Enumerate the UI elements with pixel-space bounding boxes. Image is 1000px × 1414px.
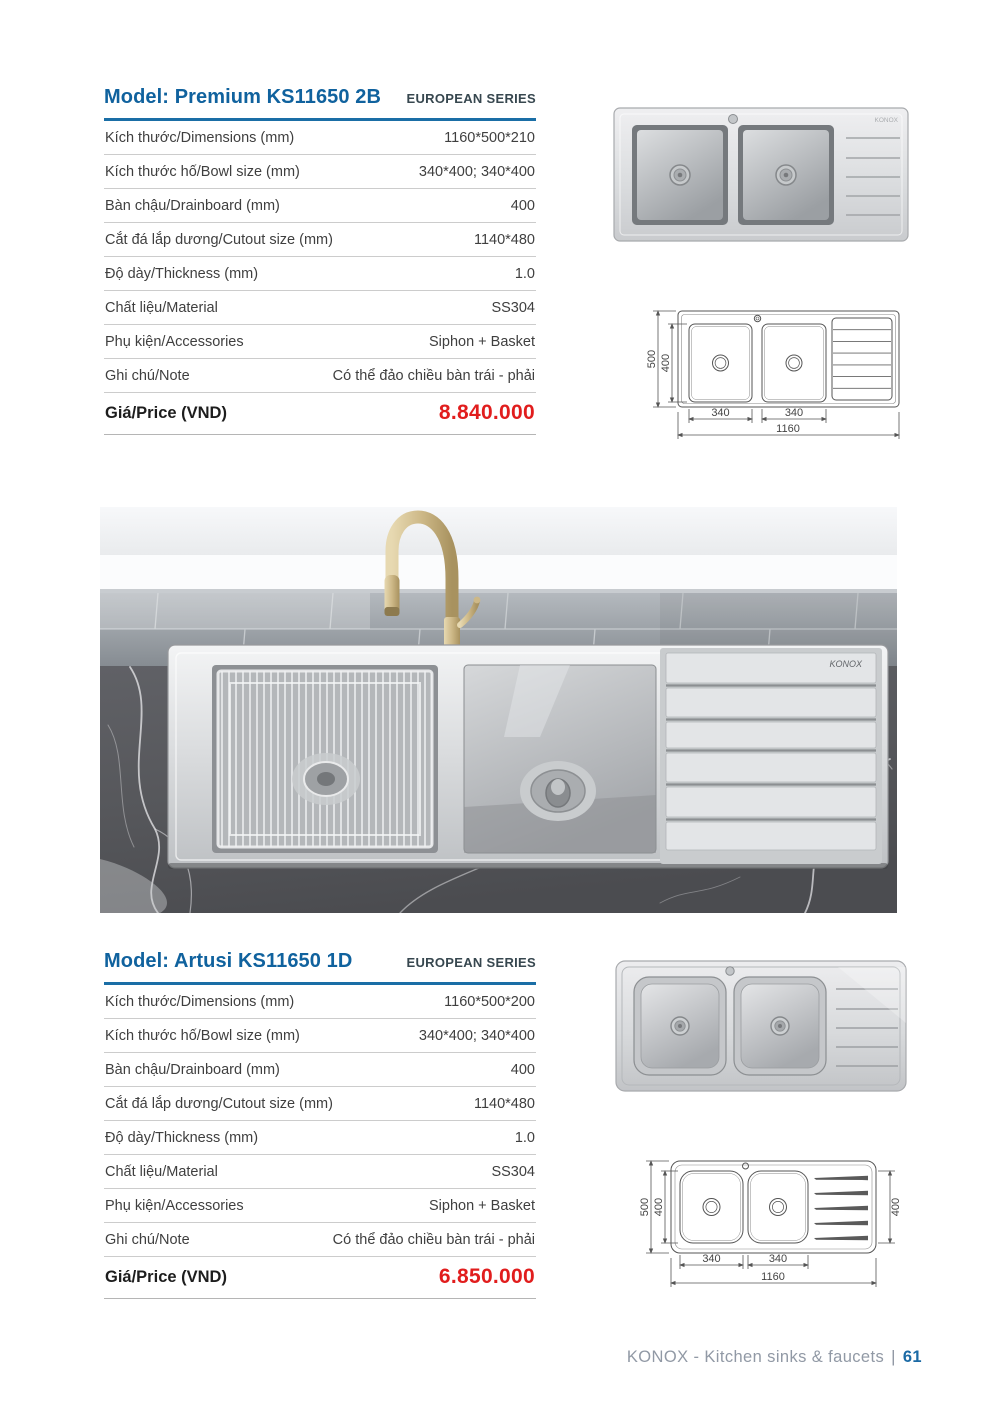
spec-value: 340*400; 340*400 <box>418 164 535 180</box>
dim-bowl1-width: 340 <box>702 1253 721 1265</box>
spec-row-thickness <box>104 1121 536 1155</box>
spec-value: 1140*480 <box>473 232 535 248</box>
spec-value: 1160*500*200 <box>444 994 535 1010</box>
brand-logo: KONOX <box>874 117 898 124</box>
hero-photo <box>100 507 897 913</box>
series-label: EUROPEAN SERIES <box>406 91 536 106</box>
spec-row-bowl-size <box>104 155 536 189</box>
spec-row-note <box>104 1223 536 1257</box>
spec-label: Phụ kiện/Accessories <box>105 334 244 350</box>
model-title: Model: Premium KS11650 2B <box>104 86 382 108</box>
spec-row-bowl-size <box>104 1019 536 1053</box>
spec-value: 400 <box>510 198 535 214</box>
price-label: Giá/Price (VND) <box>105 403 227 422</box>
spec-table-premium <box>104 86 536 435</box>
dim-overall-height: 500 <box>639 1197 651 1217</box>
footer-separator: | <box>891 1348 896 1366</box>
right-bowl <box>464 665 656 853</box>
spec-label: Cắt đá lắp dương/Cutout size (mm) <box>105 232 333 248</box>
spec-label: Độ dày/Thickness (mm) <box>105 266 259 282</box>
spec-row-material <box>104 1155 536 1189</box>
left-bowl-basket <box>212 665 438 853</box>
spec-row-thickness <box>104 257 536 291</box>
spec-label: Ghi chú/Note <box>105 368 190 384</box>
spec-row-drainboard <box>104 1053 536 1087</box>
series-label: EUROPEAN SERIES <box>406 955 536 970</box>
dimension-drawing <box>622 292 917 447</box>
tech-drawing-premium <box>622 292 917 447</box>
dim-overall-width: 1160 <box>761 1271 785 1283</box>
spec-value: Siphon + Basket <box>428 1198 535 1214</box>
dim-bowl-depth: 400 <box>660 353 672 373</box>
price-row <box>104 1257 536 1299</box>
tech-drawing-artusi <box>618 1143 918 1303</box>
dim-overall-width: 1160 <box>776 423 800 435</box>
dimension-drawing <box>618 1143 918 1303</box>
spec-value: Có thể đảo chiều bàn trái - phải <box>332 1232 535 1248</box>
dim-overall-height: 500 <box>646 349 658 369</box>
table-header <box>104 86 536 121</box>
dim-drainboard-length: 400 <box>890 1197 902 1217</box>
spec-label: Cắt đá lắp dương/Cutout size (mm) <box>105 1096 333 1112</box>
spec-row-cutout <box>104 223 536 257</box>
drainboard-ribs <box>814 1176 868 1240</box>
spec-label: Ghi chú/Note <box>105 1232 190 1248</box>
drainboard <box>660 648 882 864</box>
spec-row-note <box>104 359 536 393</box>
spec-value: 1140*480 <box>473 1096 535 1112</box>
page-footer <box>627 1348 922 1367</box>
spec-label: Độ dày/Thickness (mm) <box>105 1130 259 1146</box>
dim-bowl2-width: 340 <box>768 1253 788 1265</box>
footer-brand-text: KONOX - Kitchen sinks & faucets <box>626 1348 885 1366</box>
spec-value: SS304 <box>491 1164 535 1180</box>
dim-bowl2-width: 340 <box>784 407 804 419</box>
spec-value: SS304 <box>491 300 535 316</box>
sink-photo-illustration <box>608 98 916 250</box>
model-title: Model: Artusi KS11650 1D <box>104 950 353 972</box>
dim-bowl1-width: 340 <box>711 407 730 419</box>
spec-value: 1160*500*210 <box>444 130 535 146</box>
spec-row-dimensions <box>104 985 536 1019</box>
spec-label: Bàn chậu/Drainboard (mm) <box>105 198 280 214</box>
page-number: 61 <box>902 1348 922 1366</box>
spec-row-drainboard <box>104 189 536 223</box>
product-photo-artusi <box>608 953 916 1101</box>
spec-table-artusi <box>104 950 536 1299</box>
spec-row-material <box>104 291 536 325</box>
spec-value: Siphon + Basket <box>428 334 535 350</box>
spec-label: Chất liệu/Material <box>105 1164 218 1180</box>
price-value: 8.840.000 <box>438 401 535 424</box>
spec-label: Kích thước hố/Bowl size (mm) <box>105 164 300 180</box>
price-label: Giá/Price (VND) <box>105 1267 227 1286</box>
spec-row-cutout <box>104 1087 536 1121</box>
spec-value: 400 <box>510 1062 535 1078</box>
price-row <box>104 393 536 435</box>
price-value: 6.850.000 <box>438 1265 535 1288</box>
spec-label: Kích thước/Dimensions (mm) <box>105 994 295 1010</box>
spec-value: 1.0 <box>514 1130 535 1146</box>
kitchen-scene-illustration <box>100 507 897 913</box>
spec-label: Bàn chậu/Drainboard (mm) <box>105 1062 280 1078</box>
wall-background <box>100 507 897 559</box>
spec-label: Kích thước hố/Bowl size (mm) <box>105 1028 300 1044</box>
window-ledge <box>100 555 897 591</box>
spec-row-accessories <box>104 325 536 359</box>
table-header <box>104 950 536 985</box>
product-photo-premium <box>608 98 916 250</box>
spec-row-dimensions <box>104 121 536 155</box>
dimension-lines <box>653 311 899 439</box>
spec-value: 1.0 <box>514 266 535 282</box>
spec-label: Chất liệu/Material <box>105 300 218 316</box>
dim-bowl-depth: 400 <box>653 1197 665 1217</box>
spec-value: Có thể đảo chiều bàn trái - phải <box>332 368 535 384</box>
sink-photo-illustration <box>608 953 916 1101</box>
spec-label: Phụ kiện/Accessories <box>105 1198 244 1214</box>
dimension-labels <box>646 350 803 435</box>
spec-row-accessories <box>104 1189 536 1223</box>
spec-value: 340*400; 340*400 <box>418 1028 535 1044</box>
brand-logo: KONOX <box>829 659 862 669</box>
spec-label: Kích thước/Dimensions (mm) <box>105 130 295 146</box>
sink <box>168 645 888 869</box>
